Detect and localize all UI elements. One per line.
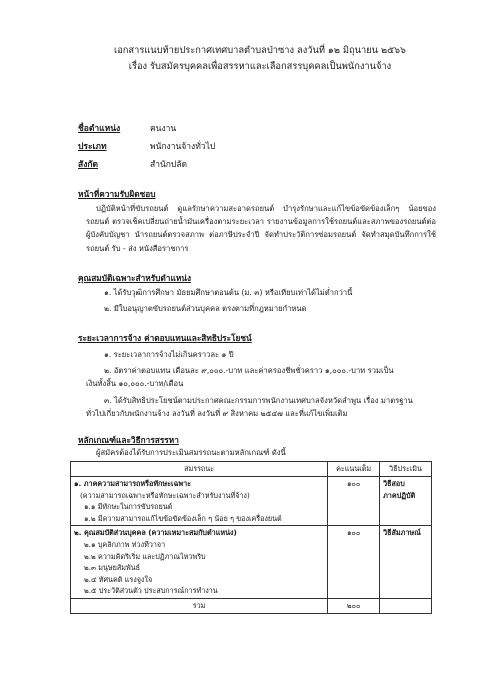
qualifications-heading: คุณสมบัติเฉพาะสำหรับตำแหน่ง bbox=[78, 273, 192, 283]
total-method-empty bbox=[380, 598, 432, 613]
table-row bbox=[71, 477, 432, 526]
info-label: ชื่อตำแหน่ง bbox=[78, 124, 121, 134]
method-cell bbox=[380, 477, 432, 526]
employment-item: ๑. ระยะเวลาการจ้างไม่เกินคราวละ ๑ ปี bbox=[104, 350, 234, 359]
method-text: วิธีสอบ bbox=[383, 479, 405, 488]
total-label: รวม bbox=[71, 598, 328, 613]
document-subject: เรื่อง รับสมัครบุคคลเพื่อสรรหาและเลือกสรรบุคคลเป็นพนักงานจ้าง bbox=[128, 61, 392, 72]
criteria-intro: ผู้สมัครต้องได้รับการประเมินสมรรถนะตามหลักเกณฑ์ ดังนี้ bbox=[96, 448, 286, 457]
score-cell: ๑๐๐ bbox=[328, 526, 380, 599]
criteria-heading: หลักเกณฑ์และวิธีการสรรหา bbox=[78, 435, 179, 445]
duties-text: ปฏิบัติหน้าที่ขับรถยนต์ ดูแลรักษาความสะอาดรถยนต์ บำรุงรักษาและแก้ไขข้อขัดข้องเล็กๆ น้อยของรถยนต์ ตรวจเช็คเปลี่ยนถ่ายน้ำมันเครื่องตามระยะเวลา รายงานข้อมูลการใช้รถยนต์และสภาพของรถยนต์ต่อผู้บังคับบัญชา นำรถยนต์ตรวจสภาพ ต่อภาษีประจำปี จัดทำประวัติการซ่อมรถยนต์ จัดทำสมุดบันทึกการใช้รถยนต์ รับ - ส่ง หนังสือราชการ bbox=[86, 204, 436, 253]
qualification-item: ๒. มีใบอนุญาตขับรถยนต์ส่วนบุคคล ตรงตามที่กฎหมายกำหนด bbox=[104, 304, 307, 313]
score-cell: ๑๐๐ bbox=[328, 477, 380, 526]
competency-title: ๒. คุณสมบัติส่วนบุคคล (ความเหมาะสมกับตำแหน่ง) bbox=[74, 528, 237, 538]
qualification-item: ๑. ได้รับวุฒิการศึกษา มัธยมศึกษาตอนต้น (ม. ๓) หรือเทียบเท่าได้ไม่ต่ำกว่านี้ bbox=[104, 288, 353, 297]
competency-cell bbox=[71, 526, 328, 599]
competency-sub-item: ๒.๑ บุคลิกภาพ ท่วงทีวาจา bbox=[84, 539, 166, 549]
competency-sub-item: ๑.๑ มีทักษะในการขับรถยนต์ bbox=[84, 502, 173, 512]
employment-heading: ระยะเวลาการจ้าง ค่าตอบแทนและสิทธิประโยชน์ bbox=[78, 333, 252, 343]
employment-item-continued: เงินทั้งสิ้น ๑๐,๐๐๐.-บาท/เดือน bbox=[86, 379, 184, 388]
competency-sub-item: ๒.๔ ทัศนคติ แรงจูงใจ bbox=[84, 574, 153, 584]
method-cell bbox=[380, 526, 432, 599]
competency-sub-item: ๑.๒ มีความสามารถแก้ไขข้อขัดข้องเล็ก ๆ น้อย ๆ ของเครื่องยนต์ bbox=[84, 513, 282, 523]
info-label: สังกัด bbox=[78, 160, 99, 170]
duties-heading: หน้าที่ความรับผิดชอบ bbox=[78, 189, 156, 199]
info-value: คนงาน bbox=[150, 124, 177, 134]
column-header: คะแนนเต็ม bbox=[328, 462, 380, 477]
competency-cell bbox=[71, 477, 328, 526]
method-text: ภาคปฏิบัติ bbox=[383, 490, 416, 500]
info-value: พนักงานจ้างทั่วไป bbox=[150, 142, 216, 152]
info-value: สำนักปลัด bbox=[150, 160, 188, 170]
document-title: เอกสารแนบท้ายประกาศเทศบาลตำบลป่าซาง ลงวันที่ ๑๒ มิถุนายน ๒๕๖๖ bbox=[114, 45, 406, 56]
employment-item: ๓. ได้รับสิทธิประโยชน์ตามประกาศคณะกรรมการพนักงานเทศบาลจังหวัดลำพูน เรื่อง มาตรฐาน bbox=[104, 396, 413, 405]
employment-item-continued: ทั่วไปเกี่ยวกับพนักงานจ้าง ลงวันที่ ลงวันที่ ๙ สิงหาคม ๒๕๔๗ และที่แก้ไขเพิ่มเติม bbox=[86, 409, 348, 418]
competency-sub-item: ๒.๒ ความคิดริเริ่ม และปฏิภาณไหวพริบ bbox=[84, 551, 206, 561]
column-header: สมรรถนะ bbox=[71, 462, 328, 477]
competency-note: (ความสามารถเฉพาะหรือทักษะเฉพาะสำหรับงานที่จ้าง) bbox=[80, 490, 250, 500]
info-label: ประเภท bbox=[78, 142, 107, 152]
method-text: วิธีสัมภาษณ์ bbox=[383, 528, 421, 538]
total-score: ๒๐๐ bbox=[328, 598, 380, 613]
table-row bbox=[71, 526, 432, 599]
competency-title: ๑. ภาคความสามารถหรือทักษะเฉพาะ bbox=[74, 479, 191, 488]
competency-sub-item: ๒.๕ ประวัติส่วนตัว ประสบการณ์การทำงาน bbox=[84, 586, 218, 596]
employment-item: ๒. อัตราค่าตอบแทน เดือนละ ๙,๐๐๐.-บาท และค่าครองชีพชั่วคราว ๑,๐๐๐.-บาท รวมเป็น bbox=[104, 366, 394, 375]
column-header: วิธีประเมิน bbox=[380, 462, 432, 477]
competency-sub-item: ๒.๓ มนุษยสัมพันธ์ bbox=[84, 563, 140, 573]
criteria-table bbox=[70, 461, 432, 614]
table-total-row bbox=[71, 598, 432, 613]
table-header-row bbox=[71, 462, 432, 477]
